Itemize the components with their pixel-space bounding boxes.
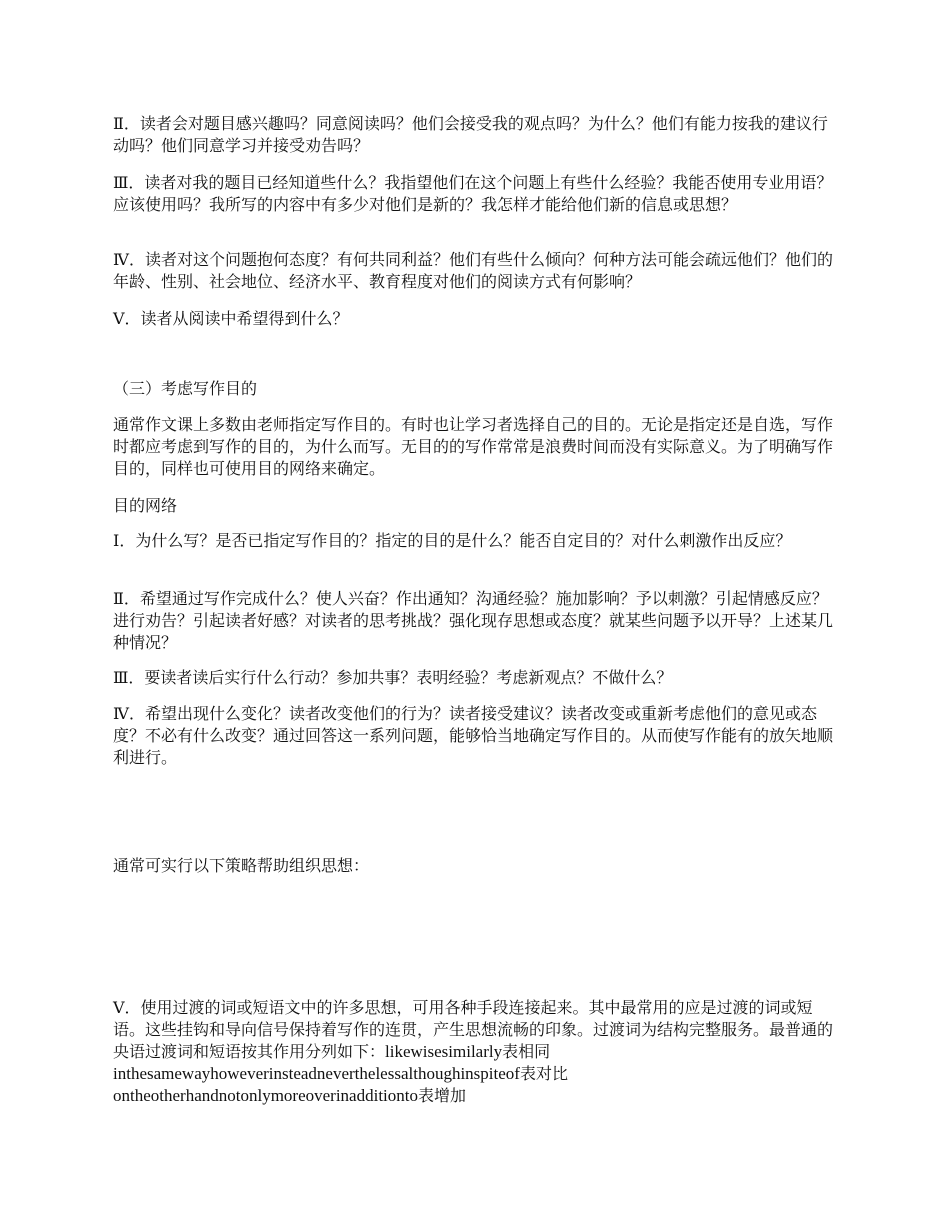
similarity-label: 表相同 bbox=[502, 1042, 551, 1061]
reader-attitude-paragraph: Ⅳ．读者对这个问题抱何态度？有何共同利益？他们有些什么倾向？何种方法可能会疏远他们？他们的年龄、性别、社会地位、经济水平、教育程度对他们的阅读方式有何影响？ bbox=[113, 250, 833, 291]
purpose-change-paragraph: Ⅳ．希望出现什么变化？读者改变他们的行为？读者接受建议？读者改变或重新考虑他们的意见或态度？不必有什么改变？通过回答这一系列问题，能够恰当地确定写作目的。从而使写作能有的放矢地顺利进行。 bbox=[113, 704, 834, 767]
contrast-terms: inthesamewayhoweverinsteadneverthelessalthoughinspiteof bbox=[113, 1064, 520, 1083]
purpose-action-paragraph: Ⅲ．要读者读后实行什么行动？参加共事？表明经验？考虑新观点？不做什么？ bbox=[113, 668, 673, 687]
contrast-label: 表对比 bbox=[519, 1064, 568, 1083]
similarity-terms: likewisesimilarly bbox=[385, 1042, 503, 1061]
purpose-why-paragraph: I．为什么写？是否已指定写作目的？指定的目的是什么？能否自定目的？对什么刺激作出反应？ bbox=[113, 531, 792, 550]
addition-label: 表增加 bbox=[418, 1086, 467, 1105]
purpose-goals-paragraph: Ⅱ．希望通过写作完成什么？使人兴奋？作出通知？沟通经验？施加影响？予以刺激？引起情感反应？进行劝告？引起读者好感？对读者的思考挑战？强化现存思想或态度？就某些问题予以开导？上述某几种情况？ bbox=[113, 589, 834, 652]
purpose-network-label: 目的网络 bbox=[113, 496, 178, 515]
reader-expectation-paragraph: Ⅴ．读者从阅读中希望得到什么？ bbox=[113, 309, 349, 328]
organize-strategies-paragraph: 通常可实行以下策略帮助组织思想： bbox=[113, 856, 370, 875]
section-heading-writing-purpose: （三）考虑写作目的 bbox=[113, 379, 258, 398]
transition-words-intro: Ⅴ．使用过渡的词或短语文中的许多思想，可用各种手段连接起来。其中最常用的应是过渡的词或短语。这些挂钩和导向信号保持着写作的连贯，产生思想流畅的印象。过渡词为结构完整服务。最普通的央语过渡词和短语按其作用分列如下： bbox=[113, 998, 834, 1061]
reader-knowledge-paragraph: Ⅲ．读者对我的题目已经知道些什么？我指望他们在这个问题上有些什么经验？我能否使用专业用语？应该使用吗？我所写的内容中有多少对他们是新的？我怎样才能给他们新的信息或思想？ bbox=[113, 173, 833, 214]
transition-words-paragraph bbox=[113, 997, 841, 1107]
reader-interest-paragraph: Ⅱ．读者会对题目感兴趣吗？同意阅读吗？他们会接受我的观点吗？为什么？他们有能力按我的建议行动吗？他们同意学习并接受劝告吗？ bbox=[113, 114, 828, 155]
writing-purpose-intro-paragraph: 通常作文课上多数由老师指定写作目的。有时也让学习者选择自己的目的。无论是指定还是自选，写作时都应考虑到写作的目的，为什么而写。无目的的写作常常是浪费时间而没有实际意义。为了明确写作目的，同样也可使用目的网络来确定。 bbox=[113, 415, 834, 478]
addition-terms: ontheotherhandnotonlymoreoverinadditionto bbox=[113, 1086, 418, 1105]
